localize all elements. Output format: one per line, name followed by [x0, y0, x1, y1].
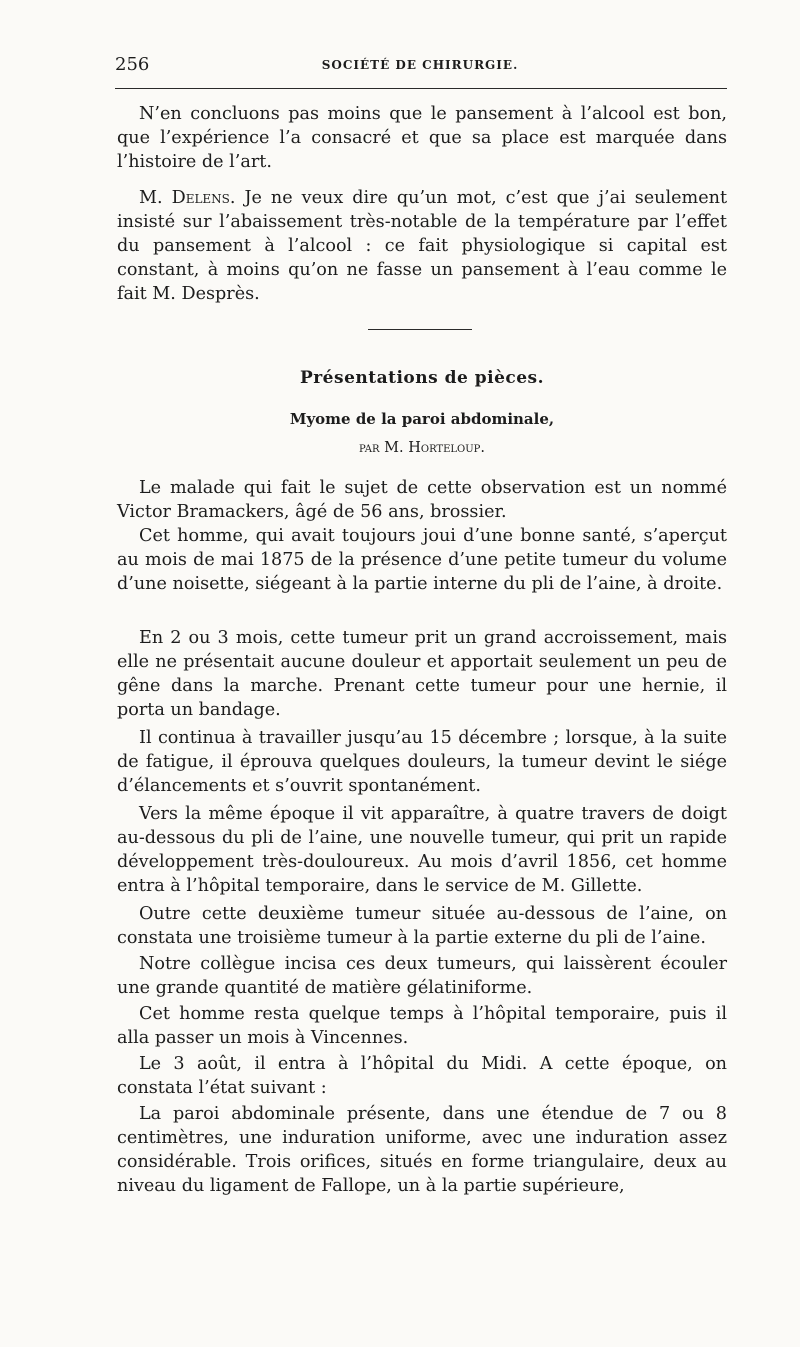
speaker-text: Je ne veux dire qu’un mot, c’est que j’ai seulement insisté sur l’abaissement très-notable de la température par l’effet du pansement à l’alcool : ce fait physiologique si capital est constant, à moins qu’on ne fasse un pansement à l’eau comme le fait M. Desprès.	[117, 188, 728, 304]
speaker-name: M. Delens.	[139, 188, 236, 208]
section-author: par M. Horteloup.	[358, 440, 485, 456]
paragraph: La paroi abdominale présente, dans une étendue de 7 ou 8 centimètres, une induration uniforme, avec une induration assez considérable. Trois orifices, situés en forme triangulaire, deux au niveau du ligament de Fallope, un à la partie supérieure,	[117, 1104, 727, 1196]
paragraph: Le 3 août, il entra à l’hôpital du Midi. A cette époque, on constata l’état suivant :	[117, 1054, 727, 1098]
paragraph: Cet homme resta quelque temps à l’hôpital temporaire, puis il alla passer un mois à Vincennes.	[117, 1004, 727, 1048]
paragraph: Outre cette deuxième tumeur située au-dessous de l’aine, on constata une troisième tumeur à la partie externe du pli de l’aine.	[117, 904, 727, 948]
header-rule	[115, 88, 727, 89]
paragraph: Vers la même époque il vit apparaître, à quatre travers de doigt au-dessous du pli de l’aine, une nouvelle tumeur, qui prit un rapide développement très-douloureux. Au mois d’avril 1856, cet homme entra à l’hôpital temporaire, dans le service de M. Gillette.	[117, 804, 727, 896]
section-separator	[368, 329, 472, 330]
section-subtitle: Myome de la paroi abdominale,	[289, 410, 555, 428]
paragraph-delens	[117, 186, 727, 306]
paragraph: Cet homme, qui avait toujours joui d’une bonne santé, s’aperçut au mois de mai 1875 de la présence d’une petite tumeur du volume d’une noisette, siégeant à la partie interne du pli de l’aine, à droite.	[117, 526, 727, 594]
running-head: SOCIÉTÉ DE CHIRURGIE.	[321, 58, 519, 72]
page-number: 256	[115, 54, 150, 75]
paragraph: Notre collègue incisa ces deux tumeurs, qui laissèrent écouler une grande quantité de matière gélatiniforme.	[117, 954, 727, 998]
paragraph: Il continua à travailler jusqu’au 15 décembre ; lorsque, à la suite de fatigue, il éprouva quelques douleurs, la tumeur devint le siége d’élancements et s’ouvrit spontanément.	[117, 728, 727, 796]
paragraph: Le malade qui fait le sujet de cette observation est un nommé Victor Bramackers, âgé de 56 ans, brossier.	[117, 478, 727, 522]
section-title: Présentations de pièces.	[299, 368, 545, 388]
page-header	[115, 54, 725, 76]
paragraph-conclusion: N’en concluons pas moins que le pansement à l’alcool est bon, que l’expérience l’a consacré et que sa place est marquée dans l’histoire de l’art.	[117, 104, 727, 172]
paragraph: En 2 ou 3 mois, cette tumeur prit un grand accroissement, mais elle ne présentait aucune douleur et apportait seulement un peu de gêne dans la marche. Prenant cette tumeur pour une hernie, il porta un bandage.	[117, 628, 727, 720]
